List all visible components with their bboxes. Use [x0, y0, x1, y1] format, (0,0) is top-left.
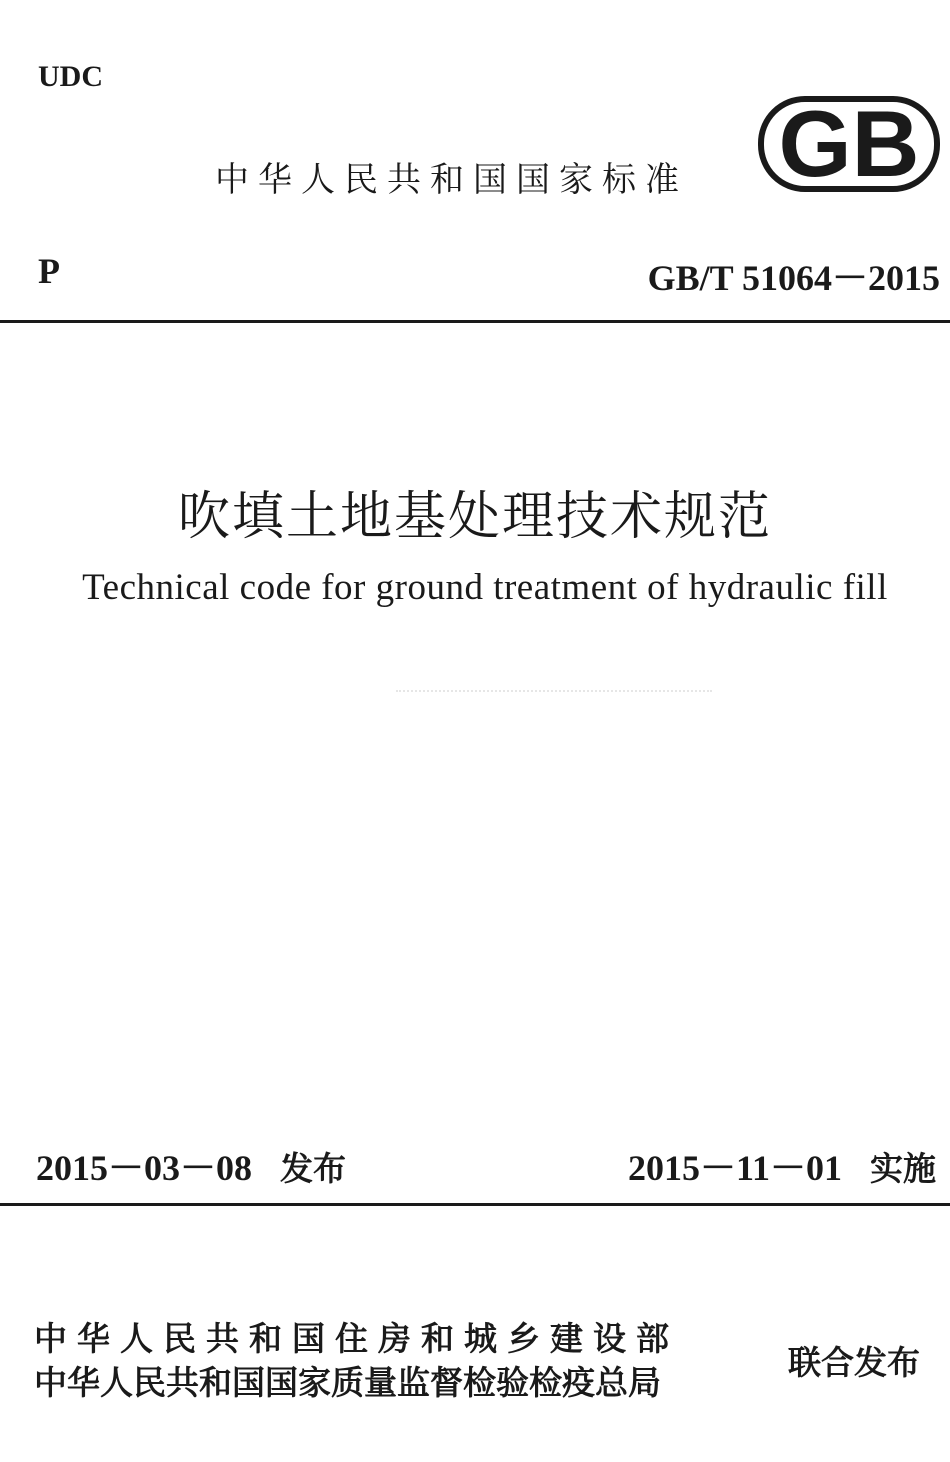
- gb-logo-text: GB: [778, 96, 920, 192]
- issue-label: 发布: [280, 1149, 347, 1188]
- issue-date: 2015－03－08: [36, 1148, 253, 1188]
- national-standard-heading: 中华人民共和国国家标准: [215, 160, 688, 200]
- udc-label: UDC: [38, 60, 103, 93]
- title-chinese: 吹填土地基处理技术规范: [177, 487, 772, 547]
- publisher-line-1: 中华人民共和国住房和城乡建设部: [34, 1319, 679, 1358]
- joint-publish-label: 联合发布: [788, 1343, 920, 1382]
- faint-dotted-mark: [396, 690, 712, 692]
- classification-code: P: [38, 251, 60, 291]
- effective-date: 2015－11－01: [627, 1148, 842, 1188]
- effective-date-block: [628, 1140, 936, 1191]
- gb-logo: [758, 96, 940, 192]
- title-english: Technical code for ground treatment of hydraulic fill: [82, 567, 888, 608]
- standard-number: GB/T 51064－2015: [647, 258, 940, 298]
- publisher-line-2: 中华人民共和国国家质量监督检验检疫总局: [34, 1363, 661, 1402]
- issue-date-block: [36, 1140, 346, 1191]
- bottom-divider: [0, 1203, 950, 1206]
- effective-label: 实施: [870, 1149, 936, 1188]
- top-divider: [0, 320, 950, 323]
